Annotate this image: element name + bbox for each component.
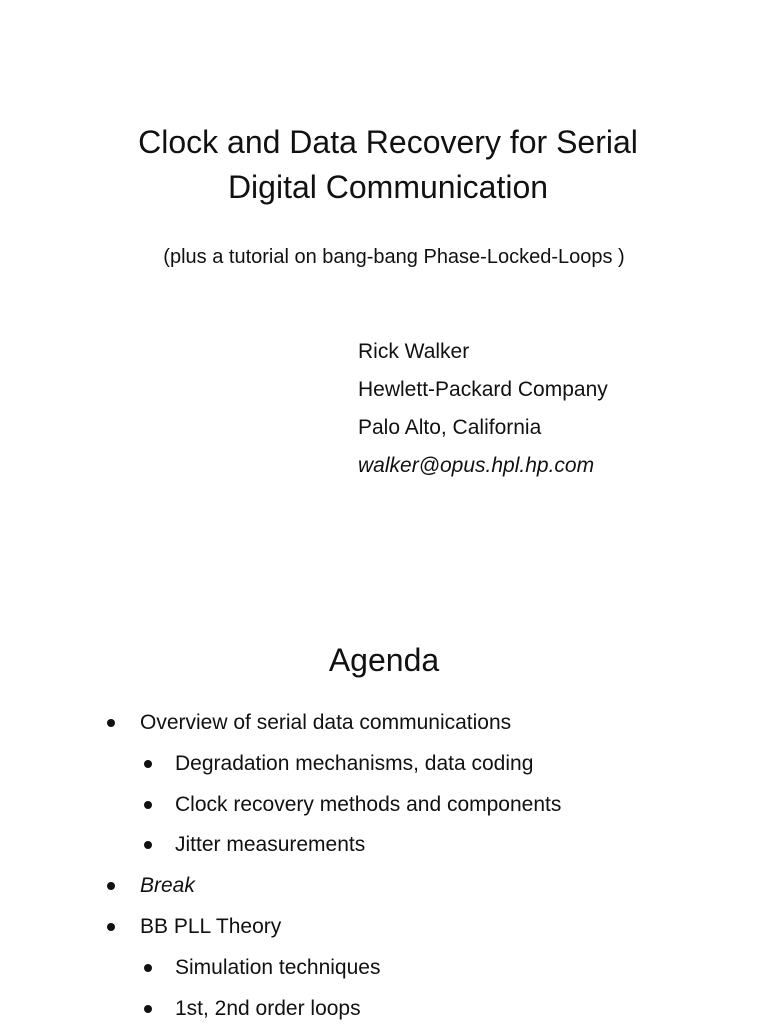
document-subtitle: (plus a tutorial on bang-bang Phase-Locked-Loops ) [163, 246, 625, 268]
agenda-item [0, 703, 768, 744]
bullet-icon [107, 882, 115, 890]
author-email: walker@opus.hpl.hp.com [358, 454, 595, 477]
agenda-item [0, 785, 768, 826]
bullet-icon [144, 964, 152, 972]
agenda-item-text: Degradation mechanisms, data coding [175, 751, 534, 775]
agenda-item [0, 744, 768, 785]
agenda-item [0, 989, 768, 1029]
bullet-icon [144, 841, 152, 849]
agenda-item-text: 1st, 2nd order loops [175, 996, 361, 1020]
bullet-icon [144, 760, 152, 768]
author-block [358, 333, 608, 485]
agenda-heading: Agenda [328, 642, 440, 678]
agenda-item [0, 866, 768, 907]
bullet-icon [107, 923, 115, 931]
agenda-item-text: Simulation techniques [175, 955, 381, 979]
agenda-list [0, 703, 768, 1029]
author-location: Palo Alto, California [358, 416, 542, 439]
agenda-item-text: Break [140, 874, 195, 898]
agenda-item-text: BB PLL Theory [140, 914, 282, 938]
author-name: Rick Walker [358, 340, 470, 363]
title-line-2: Digital Communication [227, 169, 549, 205]
bullet-icon [144, 1005, 152, 1013]
author-company: Hewlett-Packard Company [358, 378, 608, 401]
bullet-icon [144, 801, 152, 809]
agenda-item [0, 907, 768, 948]
bullet-icon [107, 719, 115, 727]
agenda-item [0, 948, 768, 989]
document-title [0, 120, 768, 210]
agenda-item [0, 825, 768, 866]
title-line-1: Clock and Data Recovery for Serial [138, 124, 638, 160]
agenda-item-text: Clock recovery methods and components [175, 792, 562, 816]
agenda-item-text: Jitter measurements [175, 833, 366, 857]
agenda-item-text: Overview of serial data communications [140, 711, 512, 734]
